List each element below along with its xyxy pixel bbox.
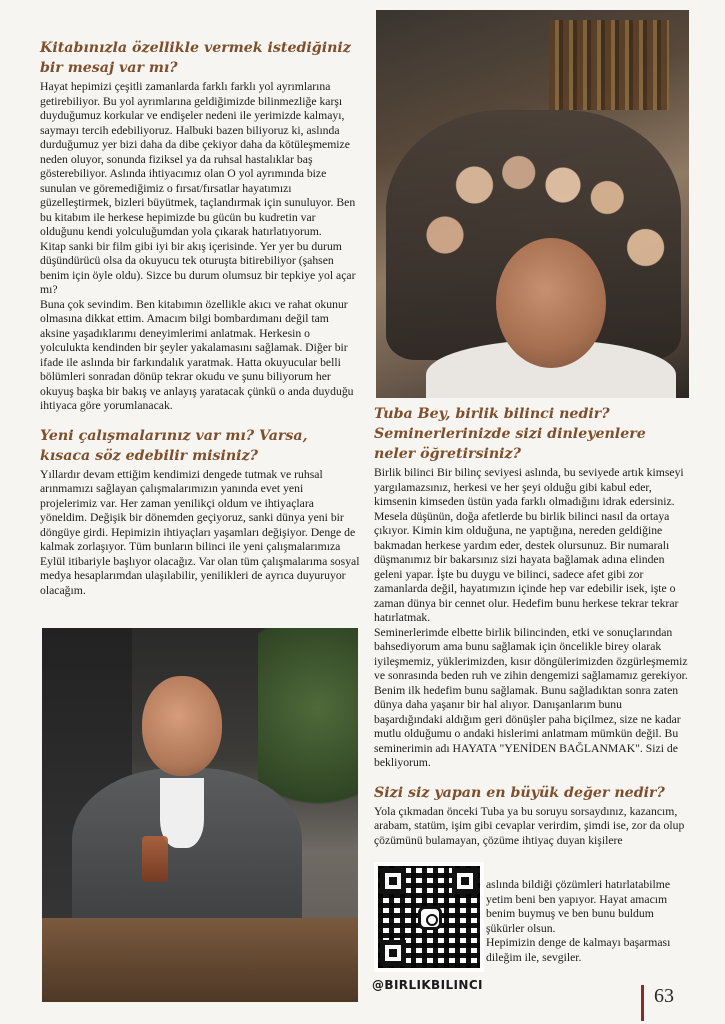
- portrait-photo: [42, 628, 358, 1002]
- social-handle[interactable]: @BIRLIKBILINCI: [372, 978, 483, 992]
- wooden-table: [42, 918, 358, 1002]
- question-message: Kitabınızla özellikle vermek istediğiniz bir mesaj var mı?: [40, 40, 351, 76]
- instagram-qr-code[interactable]: [374, 862, 484, 972]
- man-face: [142, 676, 222, 776]
- question-greatest-value: Sizi siz yapan en büyük değer nedir?: [374, 784, 665, 801]
- group-selfie-photo: [376, 10, 689, 398]
- answer-paragraph: aslında bildiği çözümleri hatırlatabilme yetim beni ben yapıyor. Hayat amacım benim buymuş ve ben bunu buldum şükürler olsun.: [486, 878, 671, 935]
- selfie-man-face: [496, 238, 606, 368]
- answer-paragraph: Birlik bilinci Bir bilinç seviyesi aslında, bu seviyede artık kimseyi yargılamazsınız, herkesi ve her şeyi olduğu gibi kabul eder, kimsenin kimseden üstün yada farklı olmadığını idrak edersiniz. Mesela düşünün, doğa afetlerde bu birlik bilinci nasıl da ortaya çıkıyor. Kimin kim olduğuna, ne yaptığına, nereden geldiğine bakmadan herkese yardım eder, destek olursunuz. Bir numaralı düşmanımız bir bakarsınız sizi hayata bağlamak adına elinden geleni yapar. İşte bu duygu ve bilinci, sadece afet gibi zor zamanlarda değil, hayatımızın içinde hep var edebilir isek, işte o zaman dünya bir cennet olur. Hedefim bunu herkese tekrar tekrar hatırlatmak.: [374, 466, 684, 624]
- answer-paragraph: Yıllardır devam ettiğim kendimizi dengede tutmak ve ruhsal arınmamızı sağlayan çalışmalarımızın yanında evet yeni projelerimiz var. Her zaman yenilikçi oldum ve ihtiyaçlara yöneldim. Değişik bir dönemden geçiyoruz, sanki dünya yeni bir döngüye girdi. Hepimizin ihtiyaçları yaşamları değişiyor. Denge de kalmak zorlaşıyor. Tüm bunların bilinci ile yeni çalışmalarımıza Eylül itibariyle başlıyor olacağız. Var olan tüm çalışmalarıma sosyal medya hesaplarımdan ulaşılabilir, yenilikleri de ayrıca duyuruyor olacağım.: [40, 467, 360, 597]
- instagram-icon: [418, 906, 442, 930]
- closing-text: [486, 878, 690, 965]
- qr-finder-top-left: [380, 868, 406, 894]
- page-number-rule: [641, 985, 644, 1021]
- qr-finder-top-right: [452, 868, 478, 894]
- qr-finder-bottom-left: [380, 940, 406, 966]
- left-column: [40, 38, 360, 598]
- answer-paragraph: Hayat hepimizi çeşitli zamanlarda farklı farklı yol ayrımlarına getirebiliyor. Bu yol ayrımlarına geldiğimizde bilinmezliğe karşı duyduğumuz korkular ve endişeler nedeni ile yerimizde kalmayı, saymayı tercih edebiliyoruz. Halbuki bazen biliyoruz ki, aslında durduğumuz yer bizi daha da dibe çekiyor daha da kötüleşmemize neden oluyor, sonunda fiziksel ya da ruhsal hastalıklar baş gösterebiliyor. Aslında ihtiyacımız olan O yol ayrımında bize sunulan ve göremediğimiz o fırsat/fırsatlar hayatımızı güzelleştirmek, bizleri büyütmek, taçlandırmak için sunuluyor. Ben bu kitabım ile herkese hepimizde bu gücün bu kudretin var olduğunu kendi yolculuğumdan yola çıkarak hatırlatıyorum.: [40, 80, 356, 238]
- page-number: 63: [654, 985, 674, 1007]
- tea-glass: [142, 836, 168, 882]
- right-column: [374, 404, 690, 848]
- closing-wish: Hepimizin denge de kalmayı başarması dileğim ile, sevgiler.: [486, 936, 671, 964]
- bookshelf: [549, 20, 669, 110]
- question-paragraph: Kitap sanki bir film gibi iyi bir akış içerisinde. Yer yer bu durum düşündürücü olsa da okuyucu tek oturuşta bitirebiliyor (şahsen benim için öyle oldu). Sizce bu durum olumsuz bir tepkiye yol açar mı?: [40, 239, 356, 296]
- answer-paragraph: Yola çıkmadan önceki Tuba ya bu soruyu sorsaydınız, kazancım, arabam, statüm, işim gibi cevaplar verirdim, şimdi ise, zor da olup çözümünü bulamayan, çözüme ihtiyaç duyan kişilere: [374, 804, 685, 847]
- answer-paragraph: Seminerlerimde elbette birlik bilincinden, etki ve sonuçlarından bahsediyorum ama bunu sağlamak için öncelikle birey olarak iyileşmemiz, yüklerimizden, kısır döngülerimizden özgürleşmemiz ve sonrasında beden ruh ve zihin dengemizi sağlamamız gerekiyor. Benim ilk hedefim bunu sağlamak. Bunu sağladıktan sonra zaten dünya daha yaşanır bir hal alıyor. Danışanlarım bunu başardığındaki aldığım geri dönüşler paha biçilmez, size ne kadar mutlu olduğumu o andaki hislerimi anlatmam mümkün değil. Bu seminerimin adı HAYATA "YENİDEN BAĞLANMAK". Sizi de bekliyorum.: [374, 625, 688, 769]
- question-unity-consciousness: Tuba Bey, birlik bilinci nedir? Seminerlerinizde sizi dinleyenlere neler öğretirsiniz?: [374, 406, 646, 462]
- question-new-work: Yeni çalışmalarınız var mı? Varsa, kısaca söz edebilir misiniz?: [40, 427, 308, 464]
- answer-paragraph: Buna çok sevindim. Ben kitabımın özellikle akıcı ve rahat okunur olmasına dikkat ettim. Amacım bilgi bombardımanı değil tam aksine yaşadıklarımı deneyimlerimi anlatmak. Herkesin o yolculukta kendinden bir şeyler yakalamasını sağlamak. Diğer bir ifade ile aslında bir farkındalık yaratmak. Hatta okuyucular belli bölümleri sonradan dönüp tekrar okudu ve şunu biliyorum her okuyuş başka bir bakış ve anlayış yaratacak çünkü o anda duyduğu ihtiyaca göre yorumlanacak.: [40, 297, 354, 412]
